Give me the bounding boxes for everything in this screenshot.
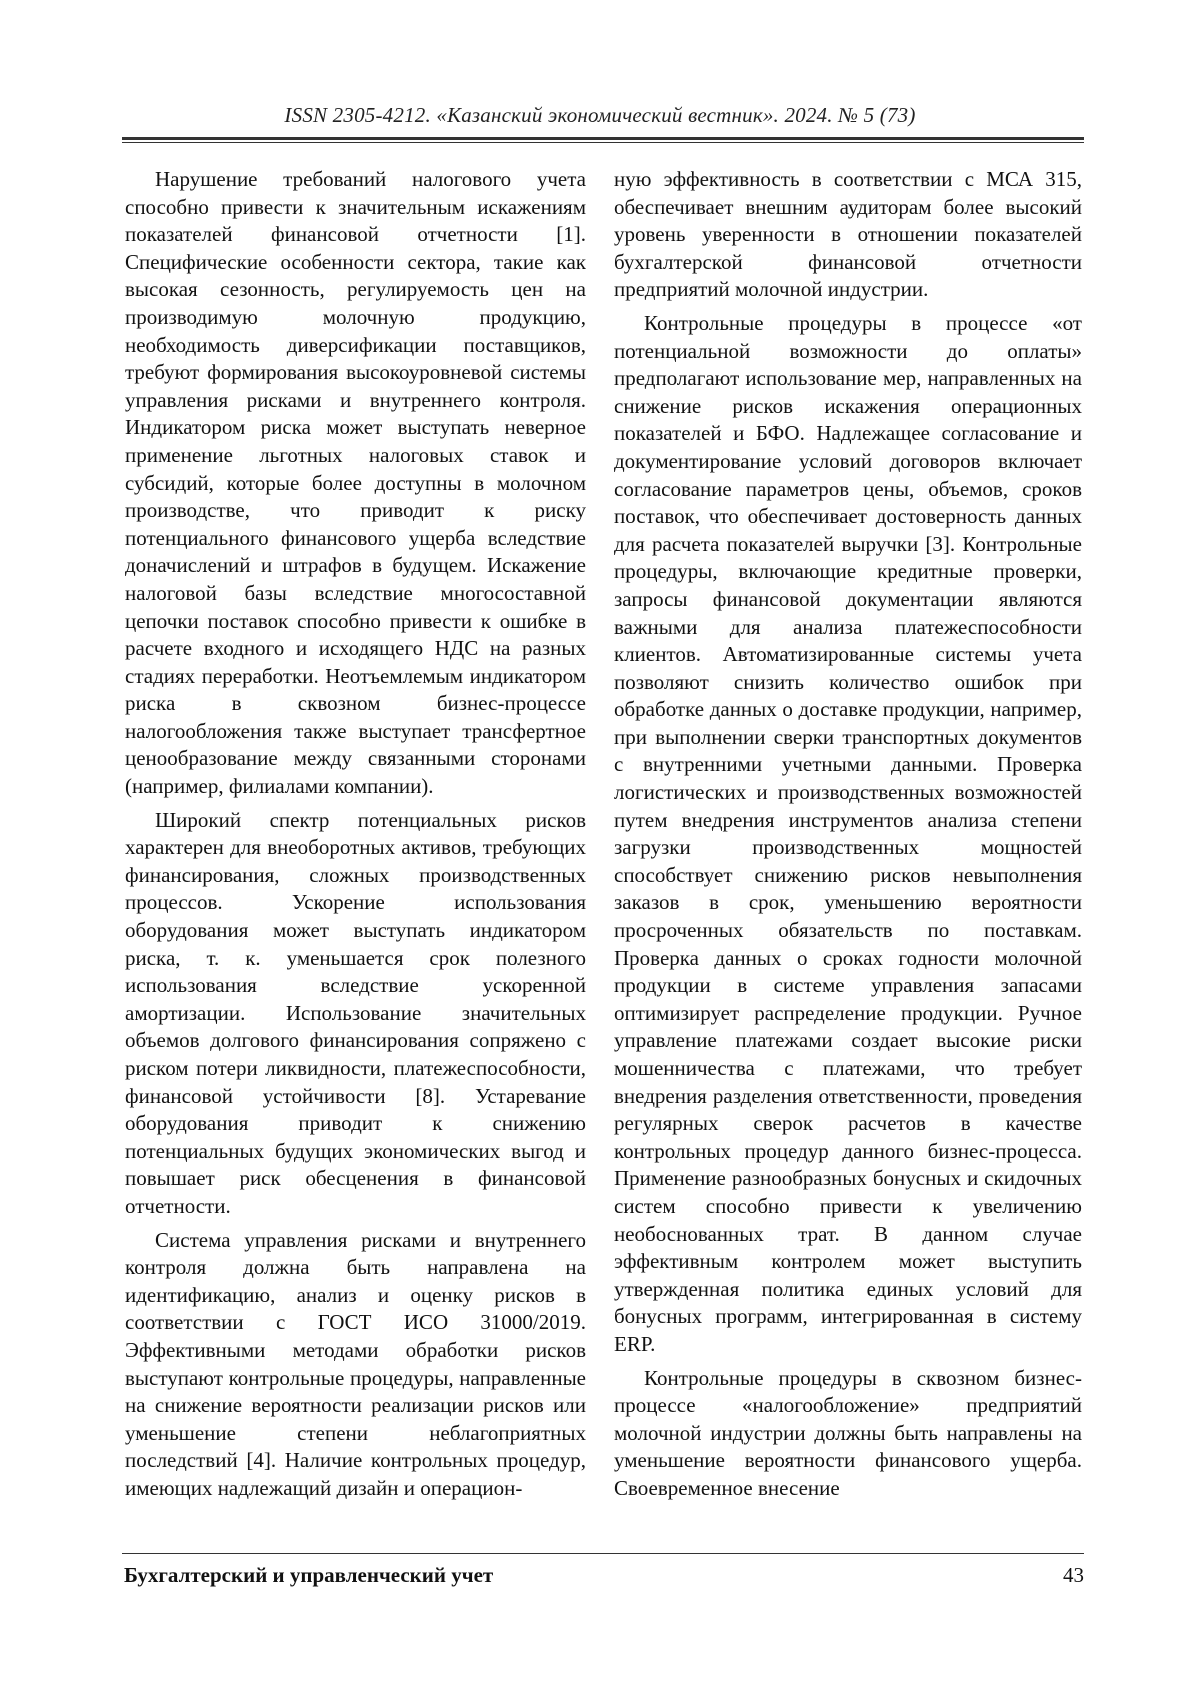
paragraph-continuation: ную эффективность в соответствии с МСА 315, обеспечивает внешним аудиторам более высокий уровень уверенности в отношении показателей бухгалтерской финансовой отчетности предприятий молочной индустрии. <box>614 167 1082 302</box>
header-rule-thick <box>122 137 1084 140</box>
paragraph: Широкий спектр потенциальных рисков характерен для внеоборотных активов, требующих финансирования, сложных производственных процессов. Ускорение использования оборудования может выступать индикатором риска, т. к. уменьшается срок полезного использования вследствие ускоренной амортизации. Использование значительных объемов долгового финансирования сопряжено с риском потери ликвидности, платежеспособности, финансовой устойчивости [8]. Устаревание оборудования приводит к снижению потенциальных будущих экономических выгод и повышает риск обесценения в финансовой отчетности. <box>125 807 586 1218</box>
right-column <box>614 166 1082 1509</box>
paragraph: Система управления рисками и внутреннего контроля должна быть направлена на идентификацию, анализ и оценку рисков в соответствии с ГОСТ ИСО 31000/2019. Эффективными методами обработки рисков выступают контрольные процедуры, направленные на снижение вероятности реализации рисков или уменьшение степени неблагоприятных последствий [4]. Наличие контрольных процедур, имеющих надлежащий дизайн и операцион- <box>125 1227 586 1500</box>
paragraph: Контрольные процедуры в процессе «от потенциальной возможности до оплаты» предполагают использование мер, направленных на снижение рисков искажения операционных показателей и БФО. Надлежащее согласование и документирование условий договоров включает согласование параметров цены, объемов, сроков поставок, что обеспечивает достоверность данных для расчета показателей выручки [3]. Контрольные процедуры, включающие кредитные проверки, запросы финансовой документации являются важными для анализа платежеспособности клиентов. Автоматизированные системы учета позволяют снизить количество ошибок при обработке данных о доставке продукции, например, при выполнении сверки транспортных документов с внутренними учетными данными. Проверка логистических и производственных возможностей путем внедрения инструментов анализа степени загрузки производственных мощностей способствует снижению рисков невыполнения заказов в срок, уменьшению вероятности просроченных обязательств по поставкам. Проверка данных о сроках годности молочной продукции в системе управления запасами оптимизирует распределение продукции. Ручное управление платежами создает высокие риски мошенничества с платежами, что требует внедрения разделения ответственности, проведения регулярных сверок расчетов в качестве контрольных процедур данного бизнес-процесса. Применение разнообразных бонусных и скидочных систем способно привести к увеличению необоснованных трат. В данном случае эффективным контролем может выступить утвержденная политика единых условий для бонусных программ, интегрированная в систему ERP. <box>614 310 1082 1356</box>
journal-header: ISSN 2305-4212. «Казанский экономический вестник». 2024. № 5 (73) <box>284 103 916 127</box>
paragraph: Контрольные процедуры в сквозном бизнес-процессе «налогообложение» предприятий молочной индустрии должны быть направлены на уменьшение вероятности финансового ущерба. Своевременное внесение <box>614 1365 1082 1500</box>
page-number: 43 <box>1063 1563 1084 1587</box>
left-column <box>125 166 586 1509</box>
header-rule-thin <box>122 142 1084 143</box>
footer-section-title: Бухгалтерский и управленческий учет <box>124 1563 494 1587</box>
paragraph: Нарушение требований налогового учета способно привести к значительным искажениям показателей финансовой отчетности [1]. Специфические особенности сектора, такие как высокая сезонность, регулируемость цен на производимую молочную продукцию, необходимость диверсификации поставщиков, требуют формирования высокоуровневой системы управления рисками и внутреннего контроля. Индикатором риска может выступать неверное применение льготных налоговых ставок и субсидий, которые более доступны в молочном производстве, что приводит к риску потенциального финансового ущерба вследствие доначислений и штрафов в будущем. Искажение налоговой базы вследствие многосоставной цепочки поставок способно привести к ошибке в расчете входного и исходящего НДС на разных стадиях переработки. Неотъемлемым индикатором риска в сквозном бизнес-процессе налогообложения также выступает трансфертное ценообразование между связанными сторонами (например, филиалами компании). <box>125 167 586 799</box>
footer-rule <box>122 1553 1084 1554</box>
